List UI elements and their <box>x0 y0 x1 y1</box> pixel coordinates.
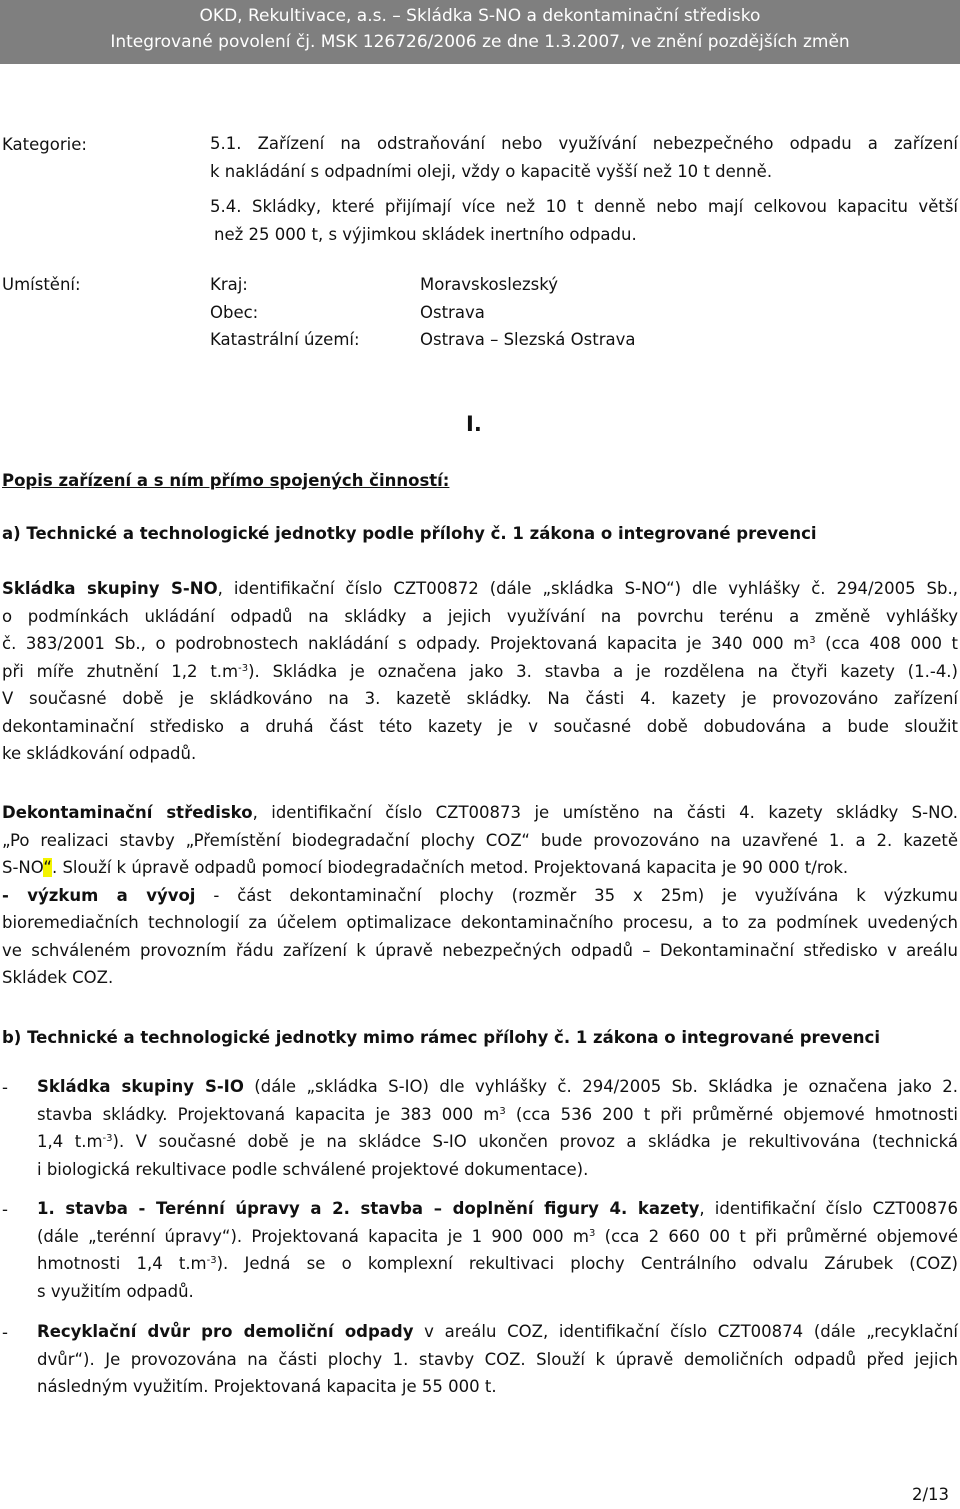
bullet-dash-1: - <box>2 1078 8 1097</box>
b3-line3: následným využitím. Projektovaná kapacita je 55 000 t. <box>37 1377 497 1396</box>
location-label: Umístění: <box>2 275 81 294</box>
category-items <box>210 130 958 185</box>
category-item2-line1: 5.4. Skládky, které přijímají více než 10 t denně nebo mají celkovou kapacitu větší <box>210 197 958 216</box>
category-label: Kategorie: <box>2 135 87 154</box>
b2-line2: (dále „terénní úpravy“). Projektovaná kapacita je 1 900 000 $m^3$ (cca 2 660 00 t při průměrné objemové <box>37 1226 958 1246</box>
p1-line7: ke skládkování odpadů. <box>2 744 197 763</box>
header-line-1: OKD, Rekultivace, a.s. – Skládka S-NO a dekontaminační středisko <box>199 6 761 26</box>
p2-line7: Skládek COZ. <box>2 968 114 987</box>
location-key-cadastral: Katastrální území: <box>210 330 360 349</box>
p1-line5: V současné době je skládkováno na 3. kazetě skládky. Na části 4. kazety je provozováno zařízení <box>2 689 958 708</box>
location-value-region: Moravskoslezský <box>420 275 558 294</box>
p1-line3: č. 383/2001 Sb., o podrobnostech nakládání s odpady. Projektovaná kapacita je 340 000 $m^3$ (cca 408 000 t <box>2 634 958 653</box>
b2-line3: hmotnosti 1,4 $t.m^{-3}$). Jedná se o komplexní rekultivaci plochy Centrálního odvalu Zárubek (COZ) <box>37 1254 958 1273</box>
subsection-a-heading: a) Technické a technologické jednotky podle přílohy č. 1 zákona o integrované prevenci <box>2 524 817 543</box>
category-item1-line2: k nakládání s odpadními oleji, vždy o kapacitě vyšší než 10 t denně. <box>210 161 773 181</box>
category-items-2 <box>210 193 958 248</box>
p2-line4: - výzkum a vývoj - část dekontaminační plochy (rozměr 35 x 25m) je využívána k výzkumu <box>2 885 958 905</box>
section-number: I. <box>466 412 482 436</box>
location-value-municipality: Ostrava <box>420 303 485 322</box>
p2-line1: Dekontaminační středisko, identifikační číslo CZT00873 je umístěno na části 4. kazety skládky S-NO. <box>2 803 958 822</box>
p2-line5: bioremediačních technologií za účelem optimalizace dekontaminačního procesu, a to za podmínek uvedených <box>2 913 958 932</box>
b1-line1: Skládka skupiny S-IO (dále „skládka S-IO) dle vyhlášky č. 294/2005 Sb. Skládka je označena jako 2. <box>37 1077 958 1096</box>
p2-line2: „Po realizaci stavby „Přemístění biodegradační plochy COZ“ bude provozováno na uzavřené 1. a 2. kazetě <box>2 830 958 850</box>
paragraph-decontamination-center <box>2 799 958 992</box>
location-value-cadastral: Ostrava – Slezská Ostrava <box>420 330 636 349</box>
paragraph-landfill-sno <box>2 575 958 768</box>
p1-line4: při míře zhutnění 1,2 $t.m^{-3}$). Skládka je označena jako 3. stavba a je rozdělena na čtyři kazety (1.-4.) <box>2 661 958 681</box>
b2-line4: s využitím odpadů. <box>37 1281 194 1301</box>
b1-line2: stavba skládky. Projektovaná kapacita je 383 000 $m^3$ (cca 536 200 t při průměrné objemové hmotnosti <box>37 1104 958 1124</box>
section-title: Popis zařízení a s ním přímo spojených činností: <box>2 471 450 490</box>
subsection-b-heading: b) Technické a technologické jednotky mimo rámec přílohy č. 1 zákona o integrované prevenci <box>2 1028 880 1047</box>
b3-line1: Recyklační dvůr pro demoliční odpady v areálu COZ, identifikační číslo CZT00874 (dále „recyklační <box>37 1322 958 1341</box>
p1-line2: o podmínkách ukládání odpadů na skládky a jejich využívání na povrchu terénu a změně vyhlášky <box>2 606 958 626</box>
b1-line4: i biologická rekultivace podle schválené projektové dokumentace). <box>37 1159 589 1179</box>
page-number: 2/13 <box>912 1485 950 1504</box>
document-header <box>0 0 960 64</box>
b1-line3: 1,4 $t.m^{-3}$). V současné době je na skládce S-IO ukončen provoz a skládka je rekultivována (technická <box>37 1132 958 1151</box>
p2-line6: ve schváleném provozním řádu zařízení k úpravě nebezpečných odpadů – Dekontaminační středisko v areálu <box>2 940 958 960</box>
category-item1-line1: 5.1. Zařízení na odstraňování nebo využívání nebezpečného odpadu a zařízení <box>210 134 958 153</box>
bullet-dash-2: - <box>2 1200 8 1219</box>
location-key-municipality: Obec: <box>210 303 259 322</box>
p1-line1: Skládka skupiny S-NO, identifikační číslo CZT00872 (dále „skládka S-NO“) dle vyhlášky č. 294/2005 Sb., <box>2 579 958 598</box>
bullet-dash-3: - <box>2 1323 8 1342</box>
p1-line6: dekontaminační středisko a druhá část této kazety je v současné době dobudována a bude sloužit <box>2 716 958 736</box>
bullet-terrain-works <box>37 1195 958 1305</box>
location-key-region: Kraj: <box>210 275 248 294</box>
p2-line3: S-NO“. Slouží k úpravě odpadů pomocí biodegradačních metod. Projektovaná kapacita je 90 000 t/rok. <box>2 858 849 877</box>
b3-line2: dvůr“). Je provozována na části plochy 1. stavby COZ. Slouží k úpravě demoličních odpadů před jejich <box>37 1349 958 1369</box>
bullet-recycling-yard <box>37 1318 958 1401</box>
b2-line1: 1. stavba - Terénní úpravy a 2. stavba – doplnění figury 4. kazety, identifikační číslo CZT00876 <box>37 1199 958 1218</box>
header-line-2: Integrované povolení čj. MSK 126726/2006 ze dne 1.3.2007, ve znění pozdějších změn <box>110 32 850 52</box>
bullet-landfill-sio <box>37 1073 958 1183</box>
category-item2-line2: než 25 000 t, s výjimkou skládek inertního odpadu. <box>214 224 637 244</box>
